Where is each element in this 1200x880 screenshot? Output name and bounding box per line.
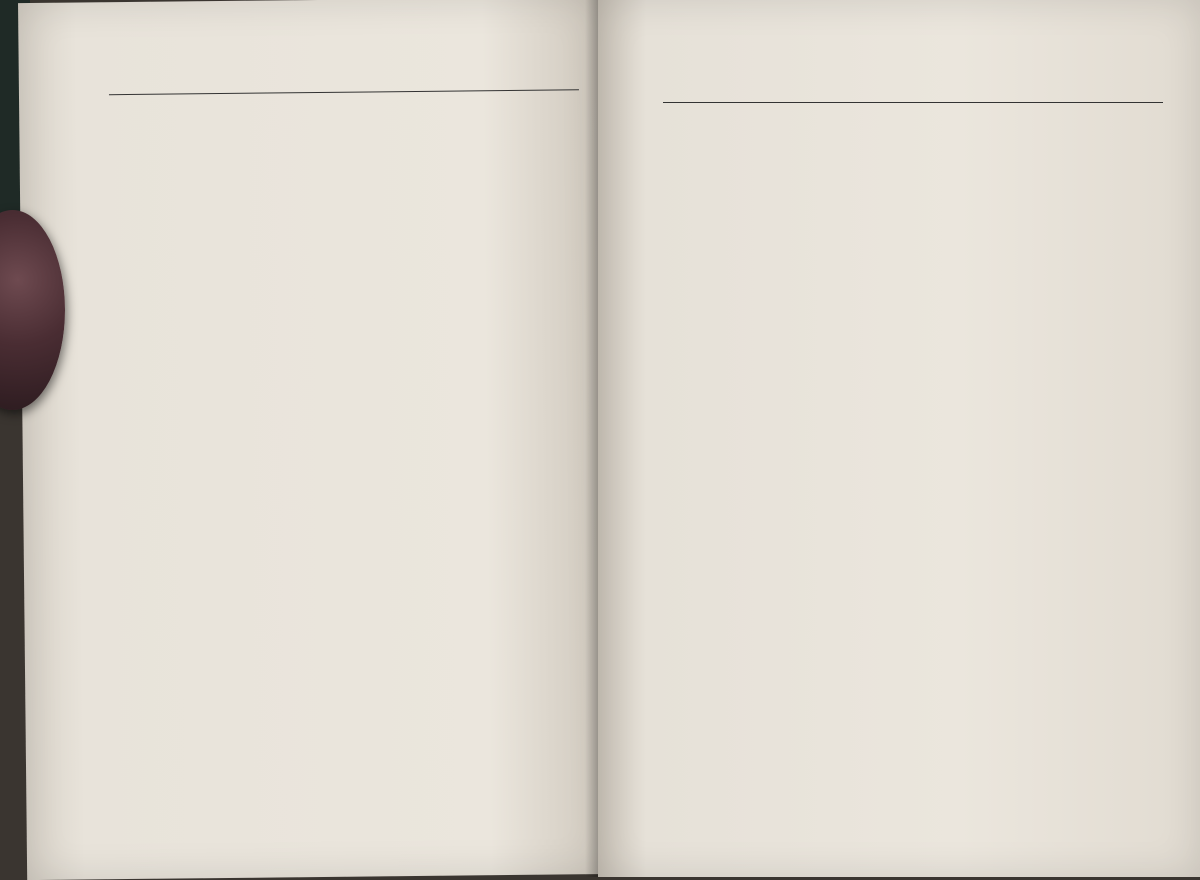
right-page — [598, 0, 1200, 877]
right-running-head — [1016, 78, 1034, 96]
right-header-rule — [663, 102, 1163, 103]
left-page — [18, 0, 607, 880]
left-running-head — [114, 76, 122, 94]
left-header-rule — [109, 89, 579, 95]
